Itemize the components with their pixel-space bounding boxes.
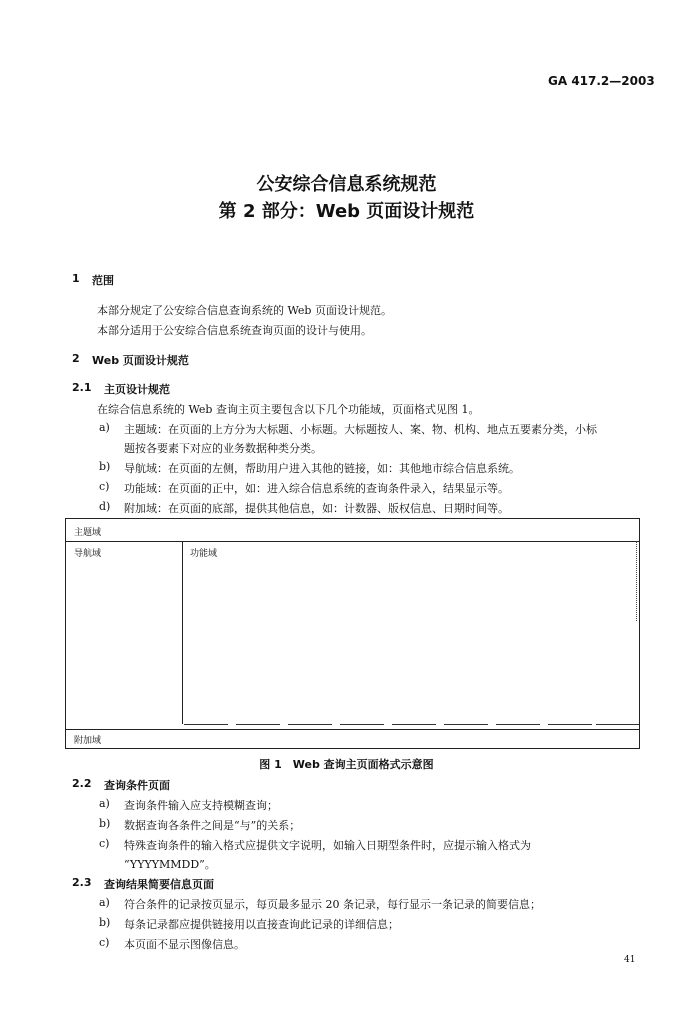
figure-dash (288, 724, 332, 725)
page-number: 41 (624, 955, 636, 965)
figure-bottom-label: 附加域 (74, 736, 102, 746)
list-marker: a) (99, 421, 110, 434)
figure-dash (340, 724, 384, 725)
standard-code: GA 417.2—2003 (548, 74, 655, 88)
figure-dash (496, 724, 540, 725)
list-item-text: 附加域：在页面的底部，提供其他信息，如：计数器、版权信息、日期时间等。 (124, 502, 509, 515)
list-marker: c) (99, 837, 110, 850)
list-item-text: 导航域：在页面的左侧，帮助用户进入其他的链接，如：其他地市综合信息系统。 (124, 462, 520, 475)
figure-divider (66, 729, 639, 730)
section-2-1-intro: 在综合信息系统的 Web 查询主页主要包含以下几个功能域，页面格式见图 1。 (97, 403, 480, 416)
figure-top-label: 主题域 (74, 528, 102, 538)
figure-func-label: 功能域 (190, 549, 218, 559)
list-item-text: 查询条件输入应支持模糊查询； (124, 799, 278, 812)
figure-divider (636, 541, 637, 621)
figure-caption: 图 1 Web 查询主页面格式示意图 (259, 758, 434, 771)
list-item-text: 数据查询各条件之间是“与”的关系； (124, 819, 301, 832)
list-item-text: 主题域：在页面的上方分为大标题、小标题。大标题按人、案、物、机构、地点五要素分类，小标 (124, 423, 597, 436)
list-item-text: “YYYYMMDD”。 (124, 858, 216, 871)
document-title: 公安综合信息系统规范 (256, 174, 437, 195)
section-1-paragraph: 本部分规定了公安综合信息查询系统的 Web 页面设计规范。 (97, 304, 392, 317)
section-2-number: 2 (72, 352, 80, 365)
figure-dash (392, 724, 436, 725)
section-1-paragraph: 本部分适用于公安综合信息系统查询页面的设计与使用。 (97, 324, 372, 337)
figure-dash (184, 724, 228, 725)
section-1-number: 1 (72, 272, 80, 285)
list-marker: b) (99, 916, 111, 929)
figure-dash (548, 724, 592, 725)
list-marker: a) (99, 797, 110, 810)
section-1-heading: 范围 (92, 274, 114, 287)
list-marker: b) (99, 817, 111, 830)
figure-dash (444, 724, 488, 725)
list-item-text: 特殊查询条件的输入格式应提供文字说明，如输入日期型条件时，应提示输入格式为 (124, 839, 531, 852)
section-2-1-number: 2.1 (72, 381, 92, 394)
figure-divider (66, 541, 639, 542)
page-layout-figure (65, 518, 640, 749)
list-item-text: 每条记录都应提供链接用以直接查询此记录的详细信息； (124, 918, 399, 931)
section-2-1-heading: 主页设计规范 (104, 383, 170, 396)
figure-dash (596, 724, 639, 725)
list-item-text: 符合条件的记录按页显示，每页最多显示 20 条记录，每行显示一条记录的简要信息； (124, 898, 541, 911)
list-marker: a) (99, 896, 110, 909)
list-marker: c) (99, 480, 110, 493)
section-2-3-number: 2.3 (72, 876, 92, 889)
section-2-2-number: 2.2 (72, 777, 92, 790)
figure-divider (182, 541, 183, 724)
list-item-text: 题按各要素下对应的业务数据种类分类。 (124, 442, 322, 455)
figure-nav-label: 导航域 (74, 549, 102, 559)
document-subtitle: 第 2 部分：Web 页面设计规范 (218, 201, 475, 222)
list-marker: d) (99, 500, 111, 513)
list-marker: c) (99, 936, 110, 949)
figure-dash (236, 724, 280, 725)
section-2-3-heading: 查询结果简要信息页面 (104, 878, 214, 891)
section-2-heading: Web 页面设计规范 (92, 354, 189, 367)
section-2-2-heading: 查询条件页面 (104, 779, 170, 792)
list-marker: b) (99, 460, 111, 473)
list-item-text: 本页面不显示图像信息。 (124, 938, 245, 951)
list-item-text: 功能域：在页面的正中，如：进入综合信息系统的查询条件录入，结果显示等。 (124, 482, 509, 495)
